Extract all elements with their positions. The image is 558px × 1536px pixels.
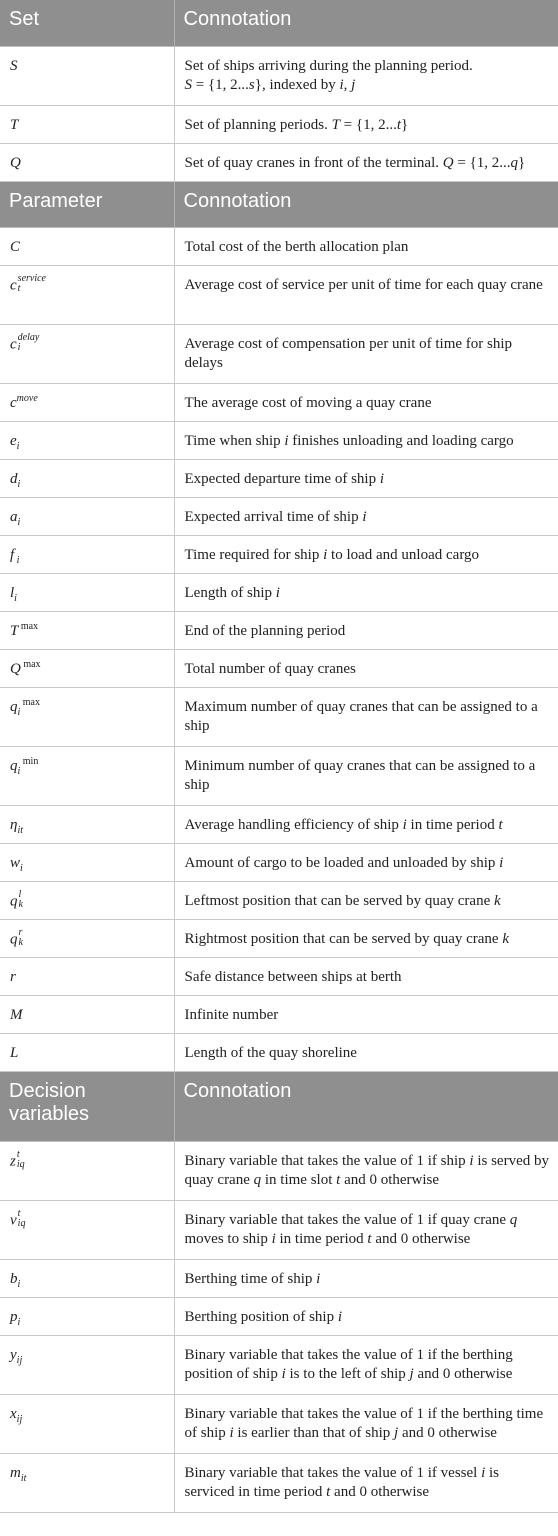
table-row <box>0 687 558 746</box>
description-cell: Set of quay cranes in front of the terminal. Q = {1, 2...q} <box>174 143 558 181</box>
symbol-cell: Q $^{max}$ <box>0 649 174 687</box>
description-cell: Length of the quay shoreline <box>174 1033 558 1071</box>
description-cell: Minimum number of quay cranes that can be assigned to a ship <box>174 746 558 805</box>
symbol-cell: T $^{max}$ <box>0 611 174 649</box>
table-row <box>0 1033 558 1071</box>
description-cell: Binary variable that takes the value of 1 if the berthing time of ship i is earlier than that of ship j and 0 otherwise <box>174 1394 558 1453</box>
symbol-cell: T <box>0 105 174 143</box>
description-cell: Binary variable that takes the value of 1 if vessel i is serviced in time period t and 0 otherwise <box>174 1453 558 1512</box>
symbol-cell: $m_{it}$ <box>0 1453 174 1512</box>
description-cell: Maximum number of quay cranes that can be assigned to a ship <box>174 687 558 746</box>
symbol-cell: c delay i <box>0 324 174 383</box>
table-row <box>0 105 558 143</box>
symbol-cell: $l_i$ <box>0 573 174 611</box>
connotation-header-label: Connotation <box>174 181 558 227</box>
symbol-cell: $q_i$ $^{min}$ <box>0 746 174 805</box>
table-row <box>0 497 558 535</box>
symbol-cell: z t iq <box>0 1141 174 1200</box>
description-cell: Total number of quay cranes <box>174 649 558 687</box>
description-cell: End of the planning period <box>174 611 558 649</box>
description-cell: Length of ship i <box>174 573 558 611</box>
symbol-cell: r <box>0 957 174 995</box>
table-row <box>0 611 558 649</box>
symbol-cell: $q_i$ $^{max}$ <box>0 687 174 746</box>
description-cell: Rightmost position that can be served by quay crane k <box>174 919 558 957</box>
section-header-label: Set <box>0 0 174 46</box>
table-row <box>0 957 558 995</box>
section-header-row <box>0 1071 558 1141</box>
table-row <box>0 1259 558 1297</box>
symbol-cell: c service t <box>0 265 174 324</box>
description-cell: Infinite number <box>174 995 558 1033</box>
symbol-cell: $b_i$ <box>0 1259 174 1297</box>
table-row <box>0 881 558 919</box>
description-cell: Time when ship i finishes unloading and loading cargo <box>174 421 558 459</box>
symbol-cell: q r k <box>0 919 174 957</box>
symbol-cell: Q <box>0 143 174 181</box>
table-row <box>0 1297 558 1335</box>
description-cell: Binary variable that takes the value of 1 if ship i is served by quay crane q in time slot t and 0 otherwise <box>174 1141 558 1200</box>
table-row <box>0 421 558 459</box>
section-header-label: Parameter <box>0 181 174 227</box>
description-cell: Average cost of service per unit of time for each quay crane <box>174 265 558 324</box>
symbol-cell: M <box>0 995 174 1033</box>
table-row <box>0 1453 558 1512</box>
symbol-cell: v t iq <box>0 1200 174 1259</box>
section-header-label: Decision variables <box>0 1071 174 1141</box>
symbol-cell: S <box>0 46 174 105</box>
table-row <box>0 459 558 497</box>
table-row <box>0 227 558 265</box>
table-row <box>0 649 558 687</box>
description-cell: Expected arrival time of ship i <box>174 497 558 535</box>
symbol-cell: L <box>0 1033 174 1071</box>
symbol-cell: $x_{ij}$ <box>0 1394 174 1453</box>
description-cell: Binary variable that takes the value of 1 if the berthing position of ship i is to the left of ship j and 0 otherwise <box>174 1335 558 1394</box>
symbol-cell: q l k <box>0 881 174 919</box>
table-row <box>0 995 558 1033</box>
section-header-row <box>0 0 558 46</box>
table-row <box>0 573 558 611</box>
table-row <box>0 265 558 324</box>
symbol-cell: $a_i$ <box>0 497 174 535</box>
description-cell: Expected departure time of ship i <box>174 459 558 497</box>
description-cell: Total cost of the berth allocation plan <box>174 227 558 265</box>
table-row <box>0 324 558 383</box>
table-row <box>0 46 558 105</box>
table-row <box>0 843 558 881</box>
description-cell: Amount of cargo to be loaded and unloaded by ship i <box>174 843 558 881</box>
description-cell: Binary variable that takes the value of 1 if quay crane q moves to ship i in time period t and 0 otherwise <box>174 1200 558 1259</box>
table-row <box>0 1200 558 1259</box>
symbol-cell: $d_i$ <box>0 459 174 497</box>
description-cell: Set of ships arriving during the planning period. S = {1, 2...s}, indexed by i, j <box>174 46 558 105</box>
table-row <box>0 143 558 181</box>
description-cell: Berthing position of ship i <box>174 1297 558 1335</box>
table-row <box>0 383 558 421</box>
table-row <box>0 805 558 843</box>
symbol-cell: $e_i$ <box>0 421 174 459</box>
description-cell: Time required for ship i to load and unload cargo <box>174 535 558 573</box>
symbol-cell: $p_i$ <box>0 1297 174 1335</box>
table-row <box>0 1335 558 1394</box>
description-cell: Berthing time of ship i <box>174 1259 558 1297</box>
table-row <box>0 1394 558 1453</box>
symbol-cell: f $_i$ <box>0 535 174 573</box>
connotation-header-label: Connotation <box>174 1071 558 1141</box>
symbol-cell: $w_i$ <box>0 843 174 881</box>
description-cell: Safe distance between ships at berth <box>174 957 558 995</box>
table-row <box>0 1141 558 1200</box>
description-cell: The average cost of moving a quay crane <box>174 383 558 421</box>
description-cell: Average cost of compensation per unit of time for ship delays <box>174 324 558 383</box>
table-row <box>0 535 558 573</box>
connotation-header-label: Connotation <box>174 0 558 46</box>
description-cell: Leftmost position that can be served by quay crane k <box>174 881 558 919</box>
symbol-cell: $\eta_{it}$ <box>0 805 174 843</box>
section-header-row <box>0 181 558 227</box>
description-cell: Average handling efficiency of ship i in time period t <box>174 805 558 843</box>
symbol-cell: C <box>0 227 174 265</box>
table-row <box>0 919 558 957</box>
symbol-cell: $c^{move}$ <box>0 383 174 421</box>
table-row <box>0 746 558 805</box>
symbol-cell: $y_{ij}$ <box>0 1335 174 1394</box>
description-cell: Set of planning periods. T = {1, 2...t} <box>174 105 558 143</box>
